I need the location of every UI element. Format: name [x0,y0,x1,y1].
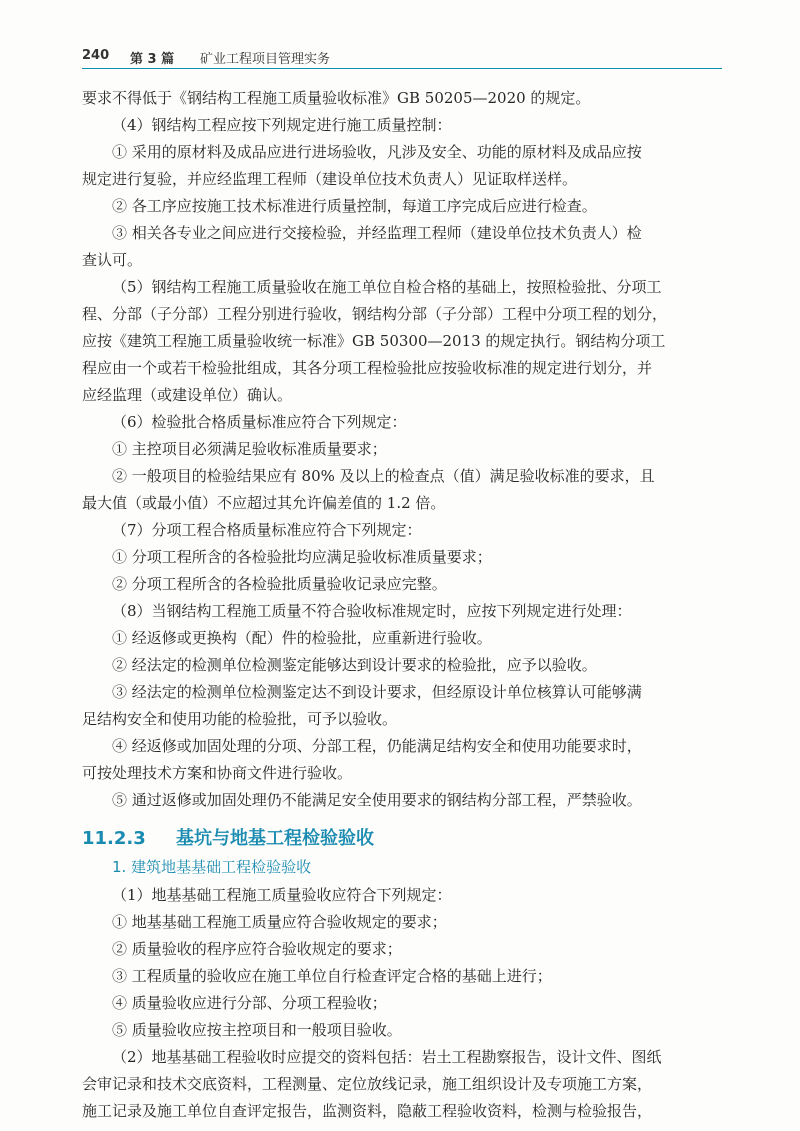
text-line: （8）当钢结构工程施工质量不符合验收标准规定时，应按下列规定进行处理： [112,602,632,620]
text-line: ① 主控项目必须满足验收标准质量要求； [112,440,387,458]
text-line: ① 经返修或更换构（配）件的检验批，应重新进行验收。 [112,629,492,647]
text-line: ③ 相关各专业之间应进行交接检验，并经监理工程师（建设单位技术负责人）检 [112,224,642,242]
text-line: ② 经法定的检测单位检测鉴定能够达到设计要求的检验批，应予以验收。 [112,656,597,674]
text-line: ② 分项工程所含的各检验批质量验收记录应完整。 [112,575,447,593]
text-line: ① 分项工程所含的各检验批均应满足验收标准质量要求； [112,548,492,566]
text-line: （1）地基基础工程施工质量验收应符合下列规定： [112,886,452,904]
text-line: 会审记录和技术交底资料，工程测量、定位放线记录，施工组织设计及专项施工方案， [82,1075,653,1093]
text-line: 施工记录及施工单位自查评定报告，监测资料，隐蔽工程验收资料，检测与检验报告， [82,1102,653,1120]
text-line: ② 质量验收的程序应符合验收规定的要求； [112,940,402,958]
text-line: 可按处理技术方案和协商文件进行验收。 [82,764,353,782]
subsection-heading: 1. 建筑地基基础工程检验验收 [112,858,312,876]
text-line: ③ 工程质量的验收应在施工单位自行检查评定合格的基础上进行； [112,967,552,985]
section-number: 11.2.3 [82,828,146,849]
text-line: 要求不得低于《钢结构工程施工质量验收标准》GB 50205—2020 的规定。 [82,89,591,107]
page-body [82,85,726,1125]
text-line: 应按《建筑工程施工质量验收统一标准》GB 50300—2013 的规定执行。钢结构分项工 [82,332,666,350]
page-number: 240 [82,48,110,63]
text-line: ⑤ 通过返修或加固处理仍不能满足安全使用要求的钢结构分部工程，严禁验收。 [112,791,642,809]
text-line: ① 地基基础工程施工质量应符合验收规定的要求； [112,913,447,931]
text-line: ④ 质量验收应进行分部、分项工程验收； [112,994,387,1012]
section-heading [82,824,726,854]
text-line: （6）检验批合格质量标准应符合下列规定： [112,413,407,431]
text-line: （5）钢结构工程施工质量验收在施工单位自检合格的基础上，按照检验批、分项工 [112,278,662,296]
text-line: ⑤ 质量验收应按主控项目和一般项目验收。 [112,1021,402,1039]
text-line: 最大值（或最小值）不应超过其允许偏差值的 1.2 倍。 [82,494,446,512]
text-line: 程应由一个或若干检验批组成，其各分项工程检验批应按验收标准的规定进行划分，并 [82,359,653,377]
text-line: 足结构安全和使用功能的检验批，可予以验收。 [82,710,398,728]
text-line: ④ 经返修或加固处理的分项、分部工程，仍能满足结构安全和使用功能要求时， [112,737,642,755]
section-title: 基坑与地基工程检验验收 [176,828,374,849]
text-line: ① 采用的原材料及成品应进行进场验收，凡涉及安全、功能的原材料及成品应按 [112,143,642,161]
text-line: ③ 经法定的检测单位检测鉴定达不到设计要求，但经原设计单位核算认可能够满 [112,683,642,701]
text-line: ② 各工序应按施工技术标准进行质量控制，每道工序完成后应进行检查。 [112,197,597,215]
text-line: 查认可。 [82,251,143,269]
text-line: （4）钢结构工程应按下列规定进行施工质量控制： [112,116,452,134]
part-label: 第 3 篇 [130,52,175,67]
page-header [82,44,722,68]
text-line: 规定进行复验，并应经监理工程师（建设单位技术负责人）见证取样送样。 [82,170,578,188]
text-line: （7）分项工程合格质量标准应符合下列规定： [112,521,422,539]
header-rule [82,68,722,69]
text-line: ② 一般项目的检验结果应有 80% 及以上的检查点（值）满足验收标准的要求，且 [112,467,655,485]
text-line: 程、分部（子分部）工程分别进行验收，钢结构分部（子分部）工程中分项工程的划分， [82,305,668,323]
book-title: 矿业工程项目管理实务 [200,52,331,67]
text-line: （2）地基基础工程验收时应提交的资料包括：岩土工程勘察报告，设计文件、图纸 [112,1048,662,1066]
text-line: 应经监理（或建设单位）确认。 [82,386,293,404]
